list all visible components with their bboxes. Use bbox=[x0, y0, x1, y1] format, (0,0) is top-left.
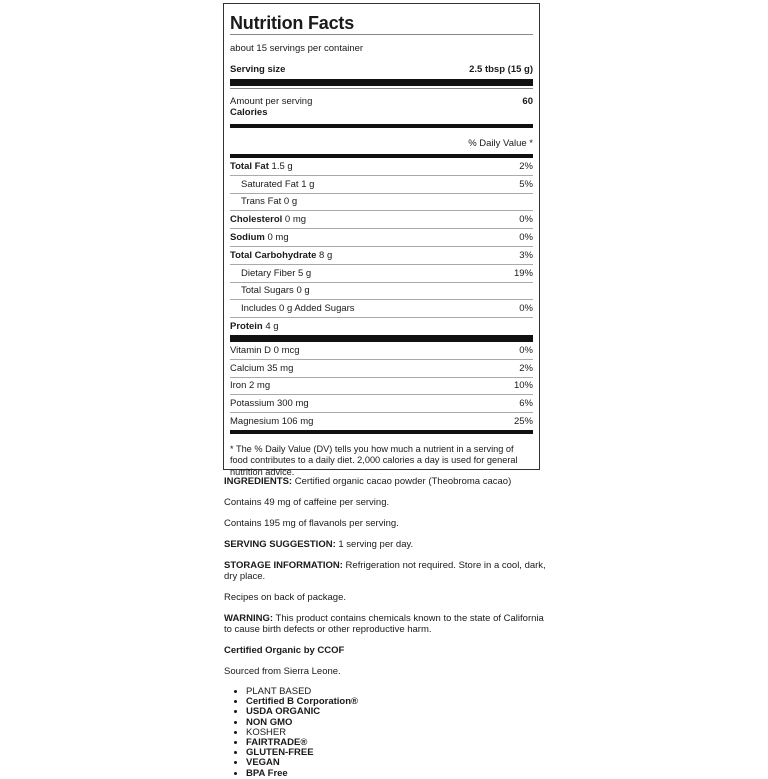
nutrient-dv: 3% bbox=[519, 249, 533, 261]
list-item: • BPA Free bbox=[246, 769, 554, 779]
ingredients-text: Certified organic cacao powder (Theobroma cacao) bbox=[292, 476, 512, 487]
daily-value-header-text: % Daily Value * bbox=[468, 137, 533, 149]
nutrient-dv: 0% bbox=[519, 232, 533, 244]
divider bbox=[230, 88, 533, 89]
flavanols-note: Contains 195 mg of flavanols per serving. bbox=[224, 518, 399, 529]
nutrient-name: Total Fat bbox=[230, 160, 269, 172]
nutrient-row-trans-fat bbox=[230, 194, 533, 212]
nutrient-name: Sodium bbox=[230, 232, 265, 244]
calories-value: 60 bbox=[522, 95, 533, 107]
vitamin-dv: 0% bbox=[519, 344, 533, 356]
storage-text: Refrigeration not required. Store in a cool, dark, dry place. bbox=[224, 560, 546, 582]
serving-size-value: 2.5 tbsp (15 g) bbox=[469, 63, 533, 75]
ingredients-paragraph bbox=[224, 476, 554, 487]
amount-per-serving-row bbox=[230, 95, 533, 107]
serving-suggestion-text: 1 serving per day. bbox=[335, 539, 414, 550]
calories-label: Calories bbox=[230, 107, 268, 118]
divider bbox=[230, 34, 533, 35]
vitamin-row-magnesium bbox=[230, 413, 533, 430]
caffeine-note: Contains 49 mg of caffeine per serving. bbox=[224, 497, 390, 508]
list-item: • VEGAN bbox=[246, 758, 554, 768]
nutrient-row-dietary-fiber bbox=[230, 265, 533, 283]
nutrient-name: Trans Fat 0 g bbox=[241, 196, 298, 208]
nutrient-row-added-sugars bbox=[230, 300, 533, 318]
nutrient-dv: 19% bbox=[513, 267, 533, 279]
recipes-note: Recipes on back of package. bbox=[224, 592, 346, 603]
nutrient-amount: 4 g bbox=[265, 321, 279, 333]
nutrient-amount: 0 mg bbox=[267, 232, 289, 244]
thick-divider bbox=[230, 430, 533, 434]
nutrient-row-total-carbohydrate bbox=[230, 247, 533, 265]
thick-divider bbox=[230, 79, 533, 86]
nutrient-name: Saturated Fat 1 g bbox=[241, 178, 315, 190]
vitamin-row-vitamin-d bbox=[230, 342, 533, 360]
nutrient-name: Total Sugars 0 g bbox=[241, 285, 310, 297]
storage-label: STORAGE INFORMATION: bbox=[224, 560, 343, 571]
thick-divider bbox=[230, 335, 533, 342]
certified-organic-note: Certified Organic by CCOF bbox=[224, 645, 345, 656]
nutrient-dv: 0% bbox=[519, 214, 533, 226]
nutrient-amount: 0 mg bbox=[284, 214, 307, 226]
thick-divider bbox=[230, 124, 533, 128]
daily-value-footnote: * The % Daily Value (DV) tells you how much a nutrient in a serving of food contributes to a daily diet. 2,000 calories a day is used for general nutrition advice. bbox=[230, 443, 518, 477]
vitamin-row-potassium bbox=[230, 395, 533, 413]
nutrient-name: Total Carbohydrate bbox=[230, 249, 317, 261]
nutrient-dv: 0% bbox=[519, 303, 533, 315]
vitamin-name: Vitamin D 0 mcg bbox=[230, 344, 300, 356]
nutrient-row-saturated-fat bbox=[230, 176, 533, 194]
nutrient-dv: 5% bbox=[519, 178, 533, 190]
ingredients-label: INGREDIENTS: bbox=[224, 476, 293, 487]
serving-size-label: Serving size bbox=[230, 63, 286, 75]
nutrition-facts-panel bbox=[223, 3, 540, 477]
vitamins-list bbox=[230, 342, 533, 430]
daily-value-header bbox=[230, 132, 533, 154]
nutrient-name: Cholesterol bbox=[230, 214, 283, 226]
sourced-note: Sourced from Sierra Leone. bbox=[224, 666, 341, 677]
nutrient-row-protein bbox=[230, 318, 533, 335]
nutrient-name: Includes 0 g Added Sugars bbox=[241, 303, 355, 315]
nutrient-row-total-fat bbox=[230, 158, 533, 176]
list-item: • KOSHER bbox=[246, 728, 554, 738]
storage-paragraph bbox=[224, 560, 554, 582]
nutrition-facts-title: Nutrition Facts bbox=[230, 13, 355, 33]
warning-text: This product contains chemicals known to the state of California to cause birth defects or other reproductive harm. bbox=[224, 613, 544, 635]
list-item: • PLANT BASED bbox=[246, 687, 554, 697]
list-item: • Certified B Corporation® bbox=[246, 697, 554, 707]
vitamin-row-iron bbox=[230, 378, 533, 396]
vitamin-dv: 10% bbox=[513, 380, 533, 392]
list-item: • USDA ORGANIC bbox=[246, 707, 554, 717]
nutrient-name: Protein bbox=[230, 321, 263, 333]
nutrient-row-cholesterol bbox=[230, 211, 533, 229]
serving-suggestion-label: SERVING SUGGESTION: bbox=[224, 539, 336, 550]
vitamin-row-calcium bbox=[230, 360, 533, 378]
attribute-list bbox=[224, 687, 554, 779]
vitamin-dv: 6% bbox=[519, 398, 533, 410]
vitamin-name: Calcium 35 mg bbox=[230, 362, 294, 374]
list-item: • GLUTEN-FREE bbox=[246, 748, 554, 758]
vitamin-name: Magnesium 106 mg bbox=[230, 416, 314, 428]
warning-paragraph bbox=[224, 613, 554, 635]
nutrients-list bbox=[230, 158, 533, 335]
nutrient-row-sodium bbox=[230, 229, 533, 247]
vitamin-dv: 25% bbox=[513, 416, 533, 428]
amount-per-serving-label: Amount per serving bbox=[230, 95, 313, 107]
serving-size-row bbox=[230, 59, 533, 79]
nutrient-amount: 1.5 g bbox=[271, 160, 293, 172]
serving-suggestion-paragraph bbox=[224, 539, 554, 550]
nutrient-amount: 8 g bbox=[319, 249, 333, 261]
list-item: • FAIRTRADE® bbox=[246, 738, 554, 748]
list-item: • NON GMO bbox=[246, 718, 554, 728]
warning-label: WARNING: bbox=[224, 613, 274, 624]
servings-per-container: about 15 servings per container bbox=[230, 43, 364, 54]
nutrient-dv: 2% bbox=[519, 160, 533, 172]
vitamin-name: Iron 2 mg bbox=[230, 380, 271, 392]
vitamin-dv: 2% bbox=[519, 362, 533, 374]
nutrient-row-total-sugars bbox=[230, 283, 533, 301]
nutrient-name: Dietary Fiber 5 g bbox=[241, 267, 312, 279]
vitamin-name: Potassium 300 mg bbox=[230, 398, 309, 410]
product-information bbox=[224, 476, 554, 779]
